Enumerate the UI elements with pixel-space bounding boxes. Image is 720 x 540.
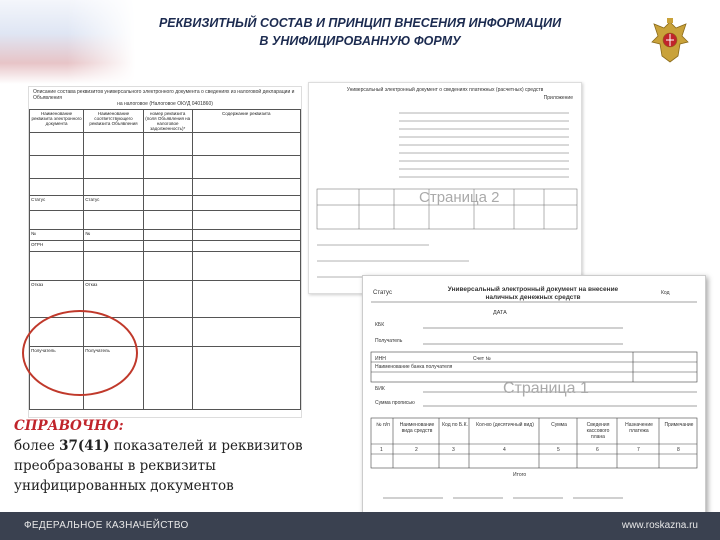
cell: № bbox=[30, 230, 84, 241]
slide-footer bbox=[0, 512, 720, 540]
col-number: 8 bbox=[677, 447, 680, 453]
col-naim: Наименование вида средств bbox=[399, 422, 435, 434]
highlight-ellipse bbox=[22, 310, 138, 396]
cell: ОГРН bbox=[30, 241, 84, 252]
front-doc-bik: БИК bbox=[375, 386, 385, 392]
front-doc-inn: ИНН bbox=[375, 356, 386, 362]
reference-note bbox=[14, 416, 359, 496]
cell: № bbox=[84, 230, 144, 241]
note-line-1 bbox=[14, 436, 359, 456]
col-number: 6 bbox=[596, 447, 599, 453]
cell: Отказ bbox=[30, 281, 84, 318]
col-number: 3 bbox=[452, 447, 455, 453]
col-header: Наименование реквизита электронного документа bbox=[30, 110, 84, 133]
front-doc-heading-line1: Универсальный электронный документ на внесение bbox=[447, 286, 619, 293]
note-line-1-pre: более bbox=[14, 438, 60, 454]
col-plan: Сведения кассового плана bbox=[586, 422, 610, 440]
title-line-1: РЕКВИЗИТНЫЙ СОСТАВ И ПРИНЦИП ВНЕСЕНИЯ ИНФОРМАЦИИ bbox=[158, 16, 562, 30]
cell: Получатель bbox=[30, 347, 84, 410]
front-doc-heading-line2: наличных денежных средств bbox=[485, 294, 581, 301]
front-doc-okud: Код bbox=[661, 290, 670, 296]
col-prim2: Примечание bbox=[664, 422, 694, 428]
mid-doc-stamp: Приложение bbox=[543, 95, 573, 101]
itogo-label: Итого bbox=[513, 472, 527, 478]
note-line-1-post: показателей и реквизитов bbox=[109, 438, 303, 454]
front-doc-status: Статус bbox=[373, 290, 392, 296]
col-number: 1 bbox=[380, 447, 383, 453]
cell: Отказ bbox=[84, 281, 144, 318]
col-header: номер реквизита (поля Объявления на налоговое задолженность)* bbox=[145, 111, 191, 131]
universal-document-page-1 bbox=[362, 275, 706, 519]
col-summa: Сумма bbox=[551, 422, 567, 428]
table-row bbox=[30, 196, 301, 211]
slide-title bbox=[120, 14, 600, 50]
footer-website-link[interactable]: www.roskazna.ru bbox=[621, 520, 698, 531]
note-label: СПРАВОЧНО: bbox=[14, 418, 124, 434]
col-number: 4 bbox=[503, 447, 506, 453]
table-row bbox=[30, 156, 301, 179]
col-number: 7 bbox=[637, 447, 640, 453]
left-doc-heading-line1: Описание состава реквизитов универсального электронного документа о сведениях из налоговой декларации и Объявления bbox=[33, 89, 295, 101]
col-number: 5 bbox=[557, 447, 560, 453]
slide-header bbox=[0, 0, 720, 84]
front-doc-kbk: КБК bbox=[375, 322, 385, 328]
col-kol: Кол-во (десятичный вид) bbox=[476, 422, 534, 428]
table-row bbox=[30, 133, 301, 156]
title-line-2: В УНИФИЦИРОВАННУЮ ФОРМУ bbox=[259, 34, 461, 48]
table-row bbox=[30, 241, 301, 252]
front-doc-watermark: Страница 1 bbox=[503, 380, 589, 397]
left-doc-heading bbox=[29, 87, 301, 109]
table-header-row bbox=[30, 110, 301, 133]
cell: Получатель bbox=[84, 347, 144, 410]
flag-background bbox=[0, 0, 135, 84]
mid-doc-heading: Универсальный электронный документ о сведениях платежных (расчетных) средств bbox=[346, 87, 544, 93]
table-row bbox=[30, 230, 301, 241]
front-doc-bank: Наименование банка получателя bbox=[375, 364, 453, 370]
front-doc-summa: Сумма прописью bbox=[375, 400, 415, 406]
note-line-3: унифицированных документов bbox=[14, 478, 234, 494]
col-num: № п/п bbox=[376, 422, 390, 428]
col-prim: Назначение платежа bbox=[625, 422, 653, 434]
table-row bbox=[30, 179, 301, 196]
footer-organization: ФЕДЕРАЛЬНОЕ КАЗНАЧЕЙСТВО bbox=[24, 520, 189, 531]
col-number: 2 bbox=[415, 447, 418, 453]
col-header: Наименование соответствующего реквизита Объявления bbox=[84, 110, 144, 133]
note-line-2: преобразованы в реквизиты bbox=[14, 458, 216, 474]
col-header: Содержание реквизита bbox=[192, 110, 300, 133]
cell: Статус bbox=[30, 196, 84, 211]
col-kod: Код по Б.К. bbox=[442, 422, 468, 428]
front-doc-code: ДАТА bbox=[493, 310, 507, 316]
left-doc-heading-line2: на налоговое (Налоговое ОКУД 0401860) bbox=[117, 101, 213, 107]
front-doc-account: Счет № bbox=[473, 356, 491, 362]
treasury-emblem-icon bbox=[648, 16, 692, 66]
universal-document-page-2 bbox=[308, 82, 582, 294]
mid-doc-watermark: Страница 2 bbox=[419, 189, 500, 206]
table-row bbox=[30, 211, 301, 230]
note-line-1-bold: 37(41) bbox=[59, 438, 110, 454]
front-doc-poluchatel: Получатель bbox=[375, 338, 403, 344]
cell: Статус bbox=[84, 196, 144, 211]
table-row bbox=[30, 252, 301, 281]
